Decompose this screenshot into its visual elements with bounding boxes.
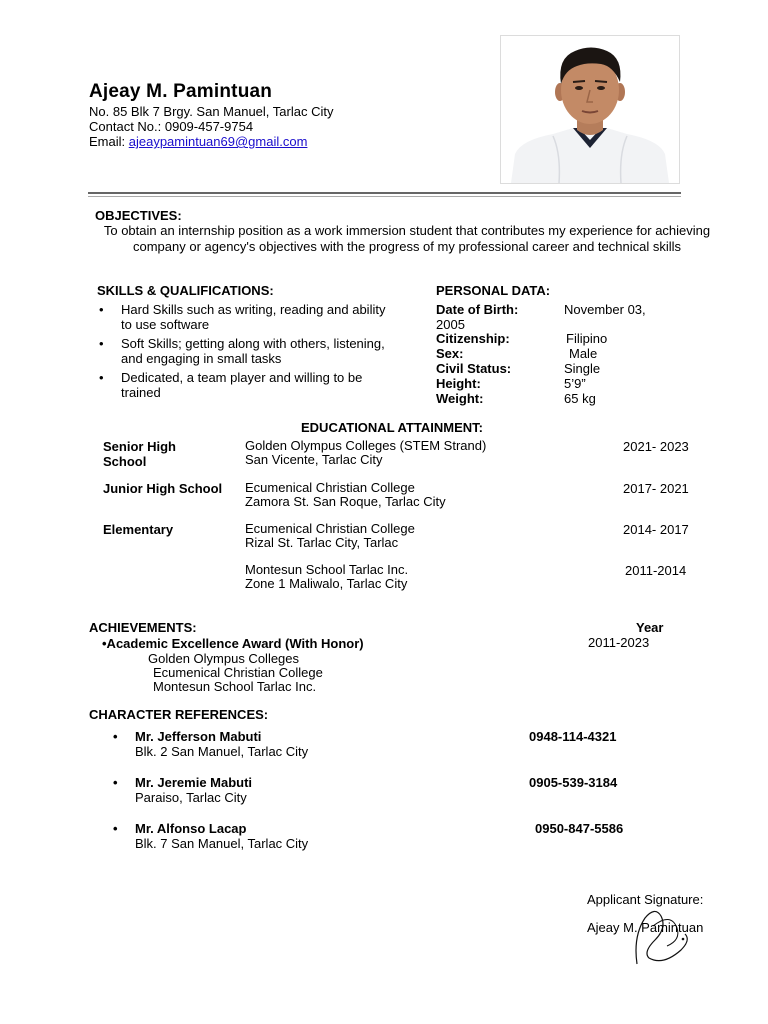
edu-school-name: Ecumenical Christian College xyxy=(245,521,415,536)
award-title: •Academic Excellence Award (With Honor) xyxy=(102,636,364,651)
award-school: Golden Olympus Colleges xyxy=(148,651,300,666)
email-line xyxy=(89,134,307,149)
skill-item xyxy=(97,370,397,400)
bullet: • xyxy=(99,370,104,385)
bullet: • xyxy=(99,336,104,351)
sex-label: Sex: xyxy=(436,346,464,361)
reference-address: Blk. 2 San Manuel, Tarlac City xyxy=(135,744,309,759)
edu-school xyxy=(245,522,575,550)
header-divider-thin xyxy=(88,196,681,197)
skills-list xyxy=(97,302,397,404)
handwritten-signature-icon xyxy=(615,906,705,968)
email-link[interactable]: ajeaypamintuan69@gmail.com xyxy=(128,134,308,149)
edu-school xyxy=(245,481,575,509)
height-value: 5’9” xyxy=(564,376,586,391)
edu-school xyxy=(245,439,575,467)
civil-status-value: Single xyxy=(564,361,601,376)
dob-value-year: 2005 xyxy=(436,317,465,332)
reference-phone: 0948-114-4321 xyxy=(529,729,617,744)
reference-name: Mr. Jefferson Mabuti xyxy=(135,729,262,744)
achievements-year-heading: Year xyxy=(636,620,664,635)
reference-name: Mr. Alfonso Lacap xyxy=(135,821,247,836)
reference-name: Mr. Jeremie Mabuti xyxy=(135,775,253,790)
contact-line: Contact No.: 0909-457-9754 xyxy=(89,119,254,134)
objectives-heading: OBJECTIVES: xyxy=(95,208,182,223)
edu-years: 2021- 2023 xyxy=(623,439,689,454)
skill-text: Dedicated, a team player and willing to be trained xyxy=(121,370,363,400)
edu-level: Senior High School xyxy=(103,439,176,469)
skill-item xyxy=(97,336,397,366)
references-heading: CHARACTER REFERENCES: xyxy=(89,707,269,722)
award-school: Ecumenical Christian College xyxy=(153,665,323,680)
reference-address: Paraiso, Tarlac City xyxy=(135,790,247,805)
citizenship-value: Filipino xyxy=(566,331,608,346)
award-years: 2011-2023 xyxy=(588,635,650,650)
height-label: Height: xyxy=(436,376,481,391)
skill-item xyxy=(97,302,397,332)
edu-school-address: Zamora St. San Roque, Tarlac City xyxy=(245,494,446,509)
skill-text: Soft Skills; getting along with others, listening, and engaging in small tasks xyxy=(121,336,385,366)
weight-label: Weight: xyxy=(436,391,484,406)
applicant-name: Ajeay M. Pamintuan xyxy=(89,81,273,102)
edu-school-address: Zone 1 Maliwalo, Tarlac City xyxy=(245,576,408,591)
edu-school-name: Golden Olympus Colleges (STEM Strand) xyxy=(245,438,487,453)
signature-name: Ajeay M. Pamintuan xyxy=(587,920,704,935)
personal-data-heading: PERSONAL DATA: xyxy=(436,283,551,298)
header-divider xyxy=(88,192,681,194)
bullet: • xyxy=(113,775,118,790)
dob-label: Date of Birth: xyxy=(436,302,519,317)
signature-label: Applicant Signature: xyxy=(587,892,704,907)
edu-years: 2017- 2021 xyxy=(623,481,689,496)
edu-school-name: Montesun School Tarlac Inc. xyxy=(245,562,409,577)
civil-status-label: Civil Status: xyxy=(436,361,512,376)
edu-school xyxy=(245,563,575,591)
edu-level: Elementary xyxy=(103,522,174,537)
edu-school-address: Rizal St. Tarlac City, Tarlac xyxy=(245,535,399,550)
bullet: • xyxy=(113,821,118,836)
edu-level: Junior High School xyxy=(103,481,223,496)
weight-value: 65 kg xyxy=(564,391,596,406)
skills-heading: SKILLS & QUALIFICATIONS: xyxy=(97,283,274,298)
applicant-photo xyxy=(500,35,680,184)
address-line: No. 85 Blk 7 Brgy. San Manuel, Tarlac City xyxy=(89,104,334,119)
sex-value: Male xyxy=(569,346,598,361)
bullet: • xyxy=(113,729,118,744)
objectives-text: To obtain an internship position as a work immersion student that contributes my experience for achieving company or agency's objectives with the progress of my professional career and technical skills xyxy=(103,223,711,254)
award-school: Montesun School Tarlac Inc. xyxy=(153,679,317,694)
reference-phone: 0905-539-3184 xyxy=(529,775,618,790)
reference-phone: 0950-847-5586 xyxy=(535,821,624,836)
photo-portrait-icon xyxy=(501,36,679,183)
edu-years: 2014- 2017 xyxy=(623,522,689,537)
edu-school-name: Ecumenical Christian College xyxy=(245,480,415,495)
email-label: Email: xyxy=(89,134,129,149)
education-heading: EDUCATIONAL ATTAINMENT: xyxy=(301,420,483,435)
edu-school-address: San Vicente, Tarlac City xyxy=(245,452,383,467)
skill-text: Hard Skills such as writing, reading and ability to use software xyxy=(121,302,386,332)
edu-years: 2011-2014 xyxy=(625,563,687,578)
achievements-heading: ACHIEVEMENTS: xyxy=(89,620,197,635)
bullet: • xyxy=(99,302,104,317)
citizenship-label: Citizenship: xyxy=(436,331,510,346)
reference-address: Blk. 7 San Manuel, Tarlac City xyxy=(135,836,309,851)
dob-value: November 03, xyxy=(564,302,646,317)
